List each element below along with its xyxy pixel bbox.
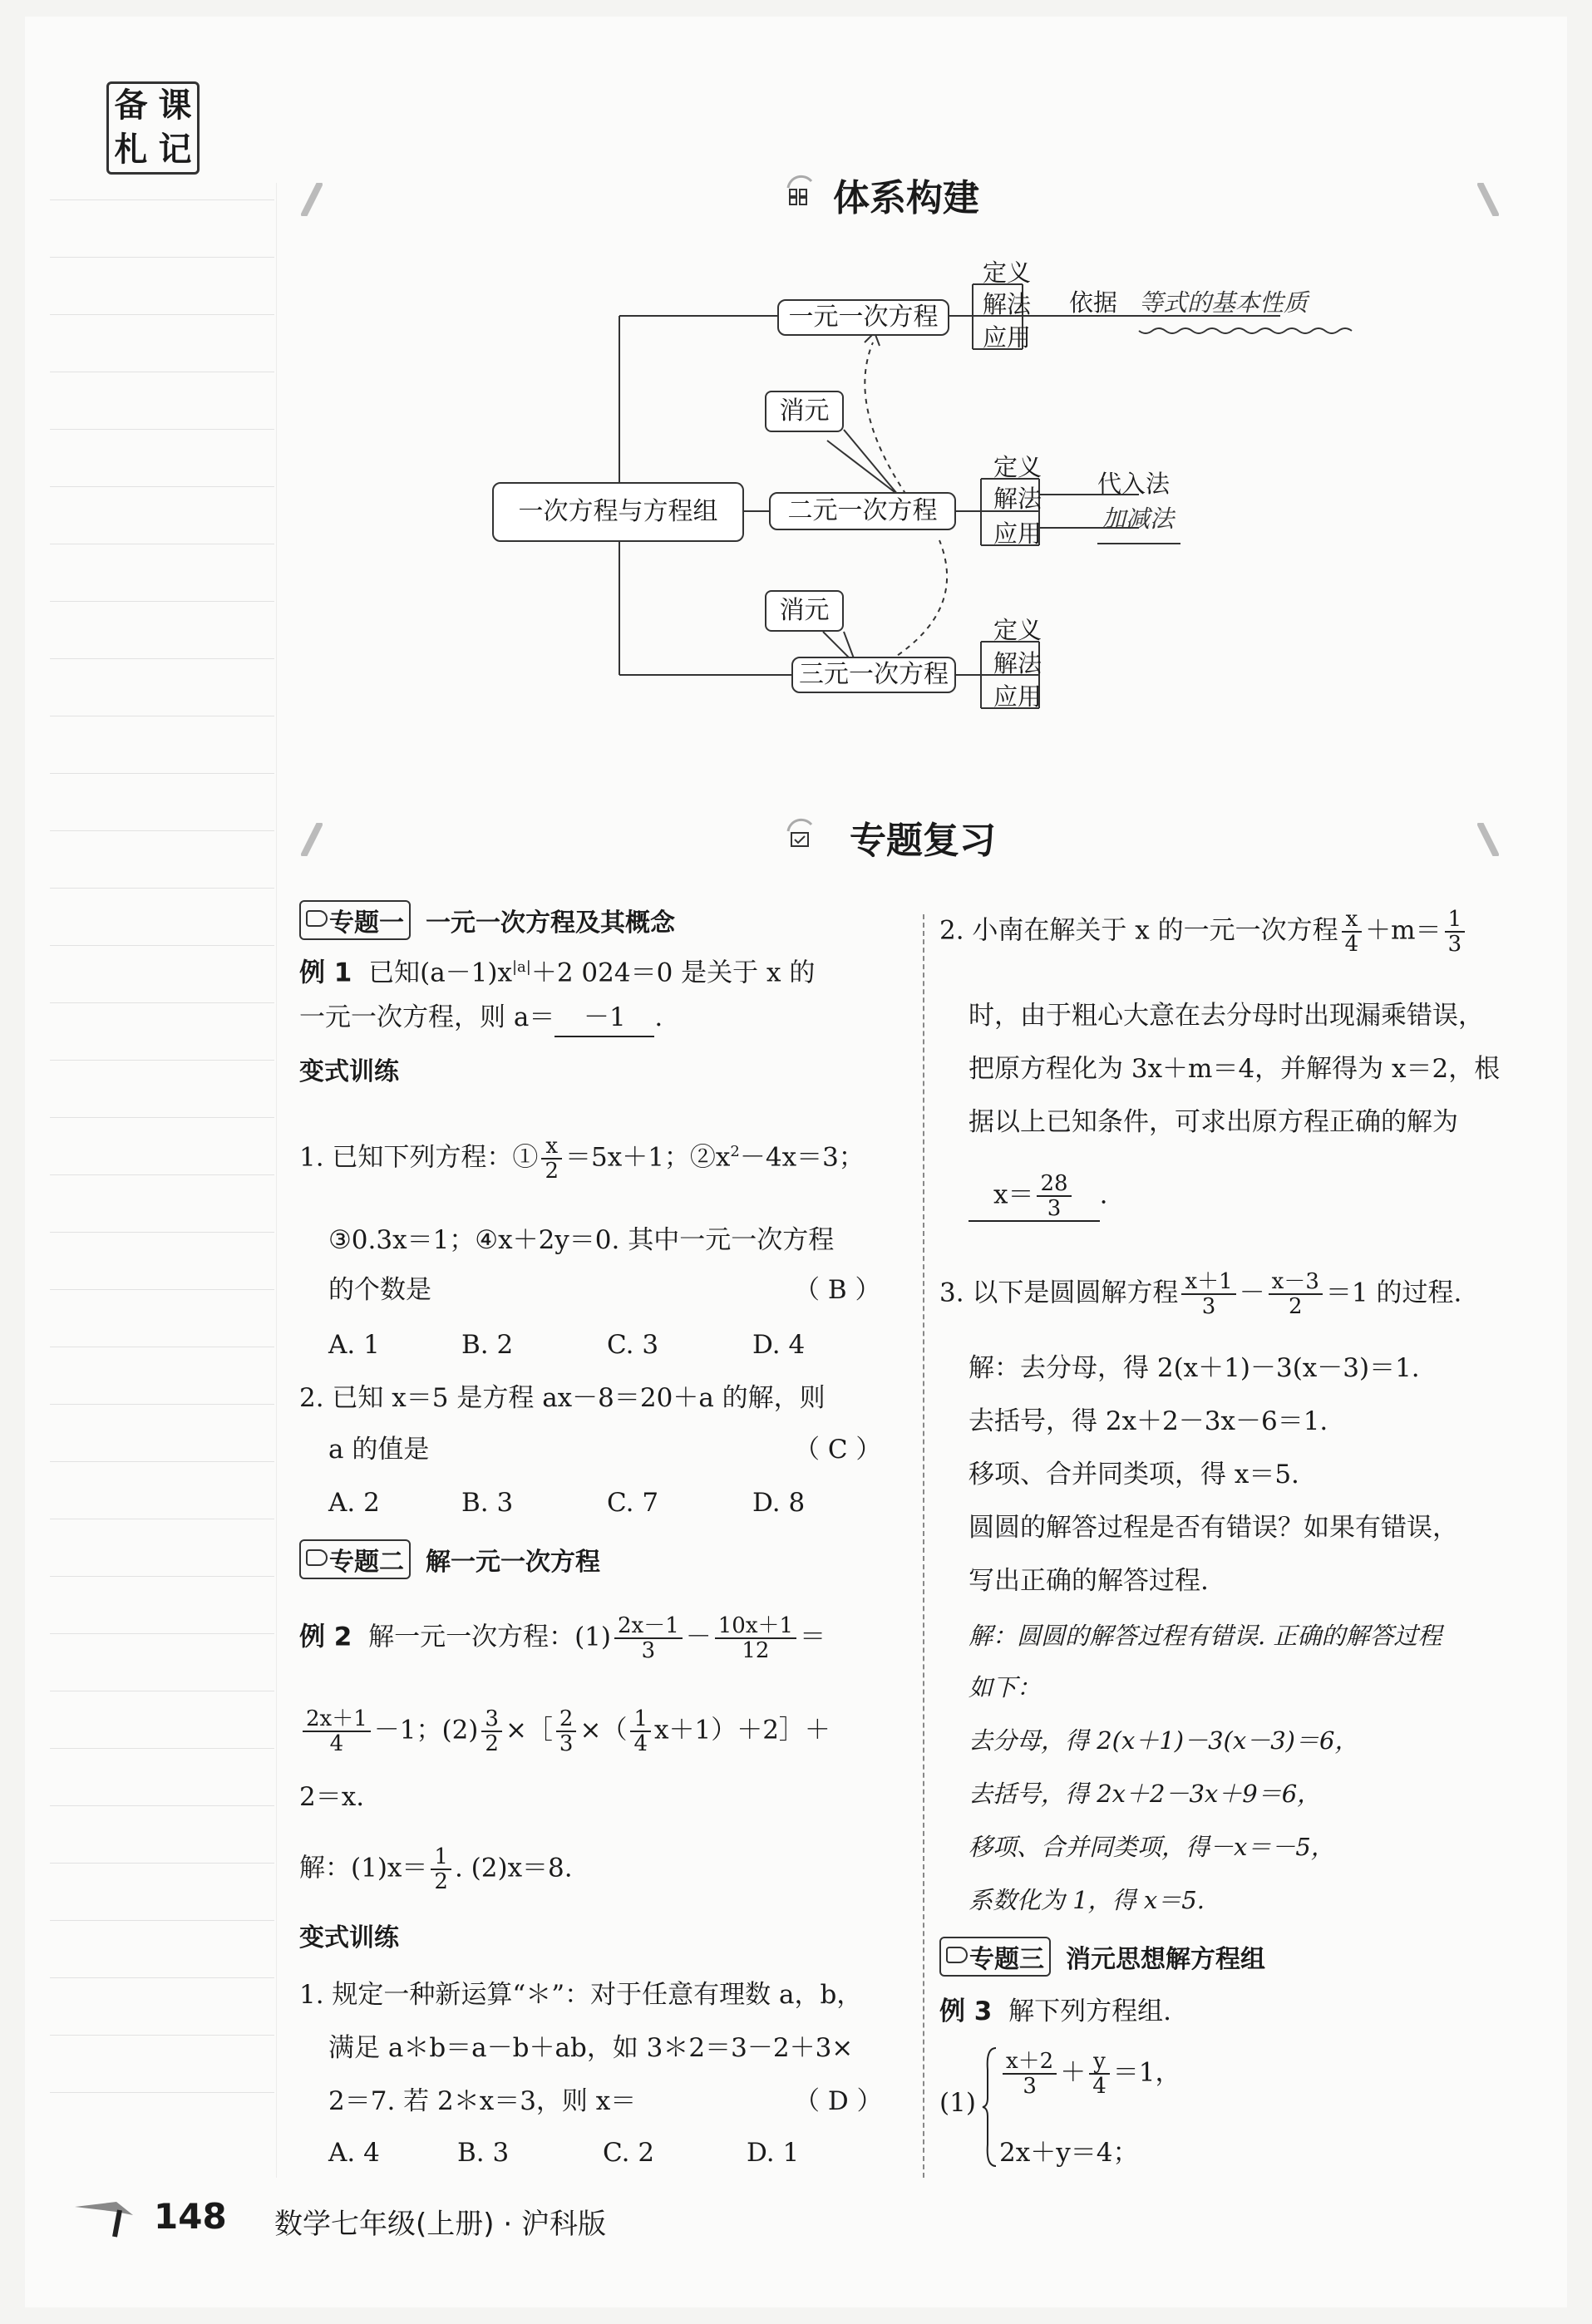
denominator: 4 — [1092, 2074, 1107, 2099]
topic-tag: 专题二 — [299, 1539, 411, 1579]
fraction — [1037, 1172, 1071, 1220]
question-text: －4x＝3； — [739, 1142, 865, 1173]
example-1-line2 — [299, 999, 663, 1037]
question-5-answer: 如下： — [969, 1673, 1042, 1701]
question-5-step: 移项、合并同类项，得 x＝5. — [969, 1460, 1299, 1489]
numerator: x＋2 — [1003, 2050, 1057, 2075]
leaf-application: 应用 — [993, 519, 1042, 548]
badge-char: 记 — [158, 130, 192, 169]
answer-text: x＝ — [993, 1179, 1034, 1210]
denominator: 4 — [633, 1731, 648, 1756]
topic-title: 消元思想解方程组 — [1066, 1945, 1265, 1974]
question-text: ＋m＝ — [1365, 915, 1442, 946]
denominator: 3 — [1201, 1294, 1216, 1319]
superscript: |a| — [511, 958, 531, 976]
option-d: D. 8 — [752, 1488, 806, 1518]
question-4-line4: 据以上已知条件，可求出原方程正确的解为 — [969, 1107, 1458, 1137]
numerator: 2 — [556, 1707, 577, 1732]
denominator: 3 — [559, 1731, 574, 1756]
example-text: . — [654, 1002, 663, 1032]
fraction — [1181, 1270, 1235, 1318]
system-equation-1 — [999, 2050, 1181, 2098]
denominator: 2 — [545, 1158, 559, 1184]
fraction — [556, 1707, 577, 1755]
system-equation-2: 2x＋y＝4； — [999, 2138, 1139, 2168]
topic-one-heading — [299, 900, 675, 940]
example-text: ×（ — [579, 1715, 628, 1745]
fraction — [1269, 1270, 1323, 1318]
example-text: 解一元一次方程：(1) — [368, 1622, 612, 1652]
question-5-answer: 解：圆圆的解答过程有错误. 正确的解答过程 — [969, 1622, 1442, 1650]
question-3: 1. 规定一种新运算“＊”：对于任意有理数 a，b， — [299, 1980, 863, 2010]
question-2-line2: a 的值是 — [328, 1435, 430, 1465]
operator: － — [1239, 1278, 1265, 1308]
example-text: ＋2 024＝0 是关于 x 的 — [530, 958, 816, 988]
numerator: 1 — [431, 1845, 451, 1870]
topic-title: 一元一次方程及其概念 — [426, 908, 675, 938]
fraction — [630, 1707, 651, 1755]
denominator: 2 — [485, 1731, 499, 1756]
brush-stroke-icon — [1476, 823, 1501, 856]
example-label: 例 3 — [939, 1997, 993, 2026]
variant-training-heading: 变式训练 — [299, 1923, 399, 1952]
denominator: 3 — [1447, 932, 1462, 957]
example-text: 已知(a－1)x — [368, 958, 512, 988]
option-c: C. 3 — [607, 1330, 659, 1360]
section-title-system: 体系构建 — [833, 177, 979, 219]
example-2-line3: 2＝x. — [299, 1782, 365, 1812]
example-2-line2 — [299, 1707, 831, 1755]
section-title-review: 专题复习 — [850, 820, 996, 862]
question-3-line3: 2＝7. 若 2＊x＝3，则 x＝ — [328, 2086, 637, 2116]
operator: － — [685, 1622, 712, 1652]
numerator: 28 — [1037, 1172, 1071, 1197]
leaf-application: 应用 — [993, 682, 1042, 711]
option-a: A. 2 — [328, 1488, 380, 1518]
question-4 — [939, 908, 1468, 956]
fraction — [614, 1614, 683, 1662]
question-2: 2. 已知 x＝5 是方程 ax－8＝20＋a 的解，则 — [299, 1383, 826, 1413]
question-5-step: 写出正确的解答过程. — [969, 1566, 1209, 1596]
superscript: 2 — [730, 1143, 740, 1160]
answer-blank — [969, 1172, 1100, 1222]
numerator: 1 — [1445, 908, 1466, 933]
leaf-addition-method: 加减法 — [1102, 505, 1175, 533]
denominator: 4 — [1344, 932, 1359, 957]
question-5-step: 去括号，得 2x＋2－3x－6＝1. — [969, 1406, 1328, 1436]
badge-char: 备 — [114, 86, 148, 125]
topic-three-heading — [939, 1937, 1265, 1977]
question-5 — [939, 1270, 1461, 1318]
fraction — [715, 1614, 796, 1662]
fraction — [1089, 2050, 1110, 2098]
numerator: 1 — [630, 1707, 651, 1732]
question-5-answer: 去括号，得 2x＋2－3x＋9＝6， — [969, 1780, 1322, 1808]
numerator: y — [1089, 2050, 1110, 2075]
denominator: 2 — [1288, 1294, 1303, 1319]
fraction — [431, 1845, 451, 1893]
question-5-answer: 系数化为 1，得 x＝5. — [969, 1886, 1205, 1914]
option-b: B. 2 — [461, 1330, 514, 1360]
leaf-definition: 定义 — [993, 616, 1042, 644]
numerator: 10x＋1 — [715, 1614, 796, 1639]
numerator: x－3 — [1269, 1270, 1323, 1295]
badge-char: 课 — [158, 86, 192, 125]
option-c: C. 7 — [607, 1488, 659, 1518]
example-label: 例 2 — [299, 1622, 352, 1652]
example-text: －1；(2) — [373, 1715, 479, 1745]
leaf-solution: 解法 — [993, 649, 1042, 677]
example-3 — [939, 1993, 1171, 2030]
example-text: 一元一次方程，则 a＝ — [299, 1002, 555, 1032]
denominator: 4 — [329, 1731, 344, 1756]
question-1-line3: 的个数是 — [328, 1275, 431, 1305]
question-text: 3. 以下是圆圆解方程 — [939, 1278, 1179, 1308]
question-5-step: 解：去分母，得 2(x＋1)－3(x－3)＝1. — [969, 1353, 1420, 1383]
question-5-step: 圆圆的解答过程是否有错误？如果有错误， — [969, 1513, 1458, 1543]
badge-char: 札 — [114, 130, 148, 169]
elimination-bubble: 消元 — [765, 391, 844, 432]
option-a: A. 1 — [328, 1330, 380, 1360]
denominator: 3 — [1047, 1196, 1062, 1221]
checklist-icon — [783, 816, 816, 849]
left-brace-icon — [981, 2045, 998, 2169]
topic-tag: 专题一 — [299, 900, 411, 940]
mindmap-linear2: 二元一次方程 — [769, 492, 956, 530]
fraction — [481, 1707, 502, 1755]
example-2 — [299, 1614, 826, 1662]
question-text: 2. 小南在解关于 x 的一元一次方程 — [939, 915, 1338, 946]
solution-text: . (2)x＝8. — [454, 1853, 573, 1883]
leaf-substitution-method: 代入法 — [1097, 470, 1171, 498]
example-text: 解下列方程组. — [1008, 1997, 1171, 2026]
mindmap-root: 一次方程与方程组 — [492, 482, 744, 542]
leaf-solution: 解法 — [993, 485, 1042, 513]
leaf-basis-answer: 等式的基本性质 — [1139, 288, 1309, 317]
fraction — [1445, 908, 1466, 956]
leaf-definition: 定义 — [983, 258, 1032, 287]
example-2-solution — [299, 1845, 573, 1893]
answer-blank: －1 — [554, 999, 654, 1037]
example-text: x＋1）＋2］＋ — [654, 1715, 831, 1745]
leaf-solution: 解法 — [983, 290, 1032, 318]
leaf-basis: 依据 — [1069, 288, 1118, 317]
answer-choice: （ B ） — [794, 1275, 881, 1305]
numerator: x — [541, 1135, 562, 1160]
question-3-line2: 满足 a＊b＝a－b＋ab，如 3＊2＝3－2＋3× — [328, 2033, 854, 2063]
leaf-definition: 定义 — [993, 453, 1042, 481]
question-text: ＝1 的过程. — [1325, 1278, 1462, 1308]
topic-two-heading — [299, 1539, 600, 1579]
topic-title: 解一元一次方程 — [426, 1548, 600, 1577]
elimination-bubble: 消元 — [765, 590, 844, 632]
example-label: 例 1 — [299, 958, 352, 988]
fraction — [1003, 2050, 1057, 2098]
question-4-line2: 时，由于粗心大意在去分母时出现漏乘错误， — [969, 1001, 1484, 1031]
numerator: x — [1342, 908, 1363, 933]
page — [25, 17, 1567, 2307]
column-divider — [923, 914, 924, 2178]
numerator: 2x－1 — [614, 1614, 683, 1639]
question-5-answer: 去分母，得 2(x＋1)－3(x－3)＝6， — [969, 1726, 1359, 1755]
system-number: (1) — [939, 2088, 976, 2118]
option-d: D. 4 — [752, 1330, 806, 1360]
option-c: C. 2 — [603, 2138, 655, 2168]
question-1-line2: ③0.3x＝1；④x＋2y＝0. 其中一元一次方程 — [328, 1225, 835, 1255]
answer-choice: （ C ） — [794, 1435, 882, 1465]
option-b: B. 3 — [457, 2138, 510, 2168]
leaf-application: 应用 — [983, 323, 1032, 352]
mindmap-linear3: 三元一次方程 — [791, 657, 956, 693]
denominator: 3 — [1023, 2074, 1037, 2099]
example-text: ×［ — [505, 1715, 553, 1745]
solution-text: 解：(1)x＝ — [299, 1853, 428, 1883]
numerator: x＋1 — [1181, 1270, 1235, 1295]
question-4-line3: 把原方程化为 3x＋m＝4，并解得为 x＝2，根 — [969, 1054, 1501, 1084]
numerator: 2x＋1 — [303, 1707, 371, 1732]
question-4-answer — [969, 1172, 1107, 1222]
question-text: ＝5x＋1；②x — [564, 1142, 731, 1173]
answer-choice: （ D ） — [794, 2086, 883, 2116]
question-5-answer: 移项、合并同类项，得－x＝－5， — [969, 1833, 1335, 1861]
denominator: 12 — [742, 1638, 770, 1663]
numerator: 3 — [481, 1707, 502, 1732]
question-text: 1. 已知下列方程：① — [299, 1142, 539, 1173]
book-title: 数学七年级(上册) · 沪科版 — [274, 2208, 606, 2241]
fraction — [303, 1707, 371, 1755]
answer-text: . — [1099, 1179, 1108, 1210]
option-b: B. 3 — [461, 1488, 514, 1518]
option-d: D. 1 — [747, 2138, 800, 2168]
topic-tag: 专题三 — [939, 1937, 1051, 1977]
fraction — [1342, 908, 1363, 956]
denominator: 3 — [641, 1638, 656, 1663]
option-a: A. 4 — [328, 2138, 380, 2168]
operator: ＝ — [800, 1622, 826, 1652]
question-1 — [299, 1134, 865, 1183]
denominator: 2 — [434, 1869, 448, 1894]
equation-text: ＝1， — [1112, 2057, 1181, 2088]
variant-training-heading: 变式训练 — [299, 1057, 399, 1086]
page-corner-icon — [67, 2190, 141, 2240]
mindmap-linear1: 一元一次方程 — [777, 299, 949, 336]
page-number: 148 — [154, 2196, 227, 2237]
brush-stroke-icon — [299, 823, 324, 856]
example-1 — [299, 949, 815, 991]
operator: ＋ — [1060, 2057, 1087, 2088]
fraction — [541, 1135, 562, 1183]
